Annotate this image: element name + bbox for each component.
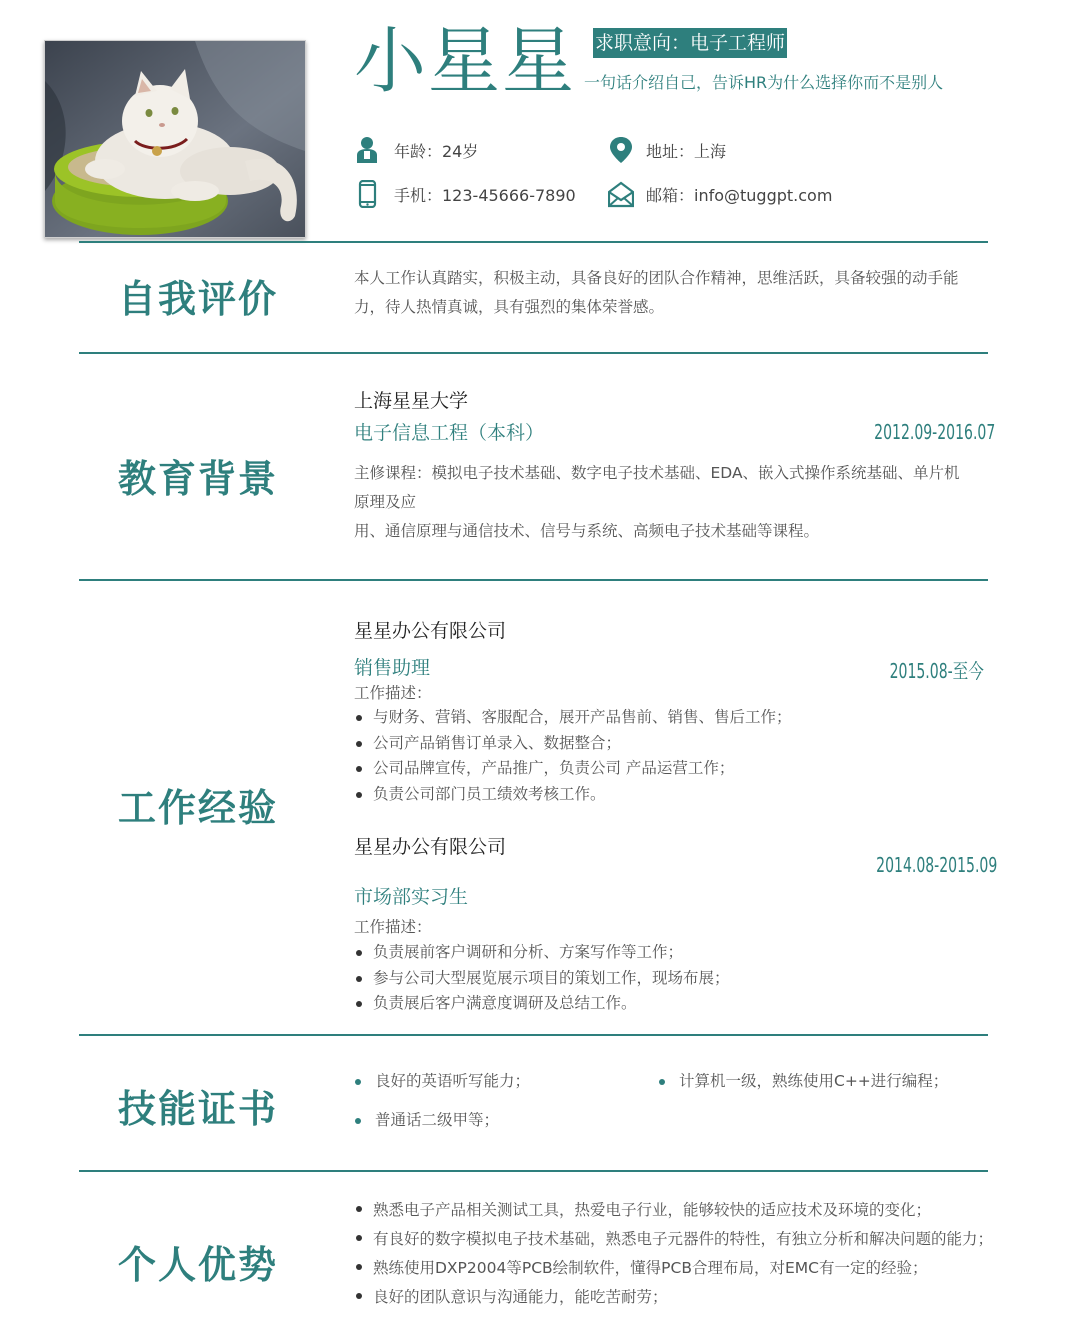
mail-icon: [608, 180, 634, 208]
job-desc-label: 工作描述：: [354, 918, 432, 936]
job-position: 销售助理: [354, 657, 431, 679]
list-item: 与财务、营销、客服配合，展开产品售前、销售、售后工作；: [354, 705, 792, 731]
course-line: 主修课程：模拟电子技术基础、数字电子技术基础、EDA、嵌入式操作系统基础、单片机: [354, 464, 960, 482]
self-eval-text: [354, 264, 1014, 322]
address-text: 地址：上海: [646, 141, 727, 161]
candidate-name: 小星星: [354, 19, 577, 103]
list-item: 负责展后客户满意度调研及总结工作。: [354, 991, 730, 1017]
job-date: 2014.08-2015.09: [875, 853, 997, 877]
course-line: 用、通信原理与通信技术、信号与系统、高频电子技术基础等课程。: [354, 522, 820, 540]
location-pin-icon: [608, 136, 634, 164]
age-info: [356, 136, 478, 164]
list-item: 公司产品销售订单录入、数据整合；: [354, 731, 792, 757]
job-desc-label: 工作描述：: [354, 684, 432, 702]
strengths-list: [354, 1196, 1044, 1312]
section-title-skills: 技能证书: [118, 1087, 279, 1131]
profile-photo: [44, 40, 306, 238]
skill-item: 良好的英语听写能力；: [355, 1069, 530, 1091]
course-text: [354, 459, 1014, 546]
email-info: [608, 180, 832, 208]
self-eval-line: 本人工作认真踏实，积极主动，具备良好的团队合作精神，思维活跃，具备较强的动手能: [354, 269, 959, 287]
job-duties-list: [354, 940, 730, 1017]
divider: [79, 579, 988, 581]
skill-item: 计算机一级，熟练使用C++进行编程；: [659, 1069, 948, 1091]
address-info: [608, 136, 726, 164]
section-title-education: 教育背景: [118, 457, 279, 501]
skill-item: 普通话二级甲等；: [355, 1108, 499, 1130]
job-date: 2015.08-至今: [889, 659, 984, 683]
email-text: 邮箱：info@tuggpt.com: [646, 185, 833, 205]
list-item: 负责展前客户调研和分析、方案写作等工作；: [354, 940, 730, 966]
phone-text: 手机：123-45666-7890: [394, 185, 576, 205]
divider: [79, 241, 988, 243]
job-company: 星星办公有限公司: [354, 620, 507, 642]
phone-info: [356, 180, 576, 208]
major-name: 电子信息工程（本科）: [354, 422, 545, 444]
divider: [79, 1034, 988, 1036]
self-eval-line: 力，待人热情真诚，具有强烈的集体荣誉感。: [354, 298, 665, 316]
job-position: 市场部实习生: [354, 886, 469, 908]
person-icon: [356, 136, 382, 164]
list-item: 熟练使用DXP2004等PCB绘制软件，懂得PCB合理布局，对EMC有一定的经验；: [354, 1254, 1044, 1283]
divider: [79, 1170, 988, 1172]
course-line: 原理及应: [354, 493, 417, 511]
list-item: 熟悉电子产品相关测试工具，热爱电子行业，能够较快的适应技术及环境的变化；: [354, 1196, 1044, 1225]
age-text: 年龄：24岁: [394, 141, 479, 161]
phone-icon: [356, 180, 382, 208]
section-title-work: 工作经验: [118, 786, 279, 830]
list-item: 有良好的数字模拟电子技术基础，熟悉电子元器件的特性，有独立分析和解决问题的能力；: [354, 1225, 1044, 1254]
list-item: 公司品牌宣传，产品推广，负责公司 产品运营工作；: [354, 756, 792, 782]
education-date: 2012.09-2016.07: [873, 420, 995, 444]
section-title-self-eval: 自我评价: [118, 277, 279, 321]
list-item: 良好的团队意识与沟通能力，能吃苦耐劳；: [354, 1283, 1044, 1312]
list-item: 参与公司大型展览展示项目的策划工作，现场布展；: [354, 966, 730, 992]
tagline: 一句话介绍自己，告诉HR为什么选择你而不是别人: [584, 73, 944, 92]
job-duties-list: [354, 705, 792, 807]
list-item: 负责公司部门员工绩效考核工作。: [354, 782, 792, 808]
divider: [79, 352, 988, 354]
cat-photo-illustration: [45, 41, 305, 237]
school-name: 上海星星大学: [354, 390, 469, 412]
job-intent-badge: 求职意向：电子工程师: [593, 28, 787, 58]
job-company: 星星办公有限公司: [354, 836, 507, 858]
section-title-strengths: 个人优势: [118, 1243, 279, 1287]
